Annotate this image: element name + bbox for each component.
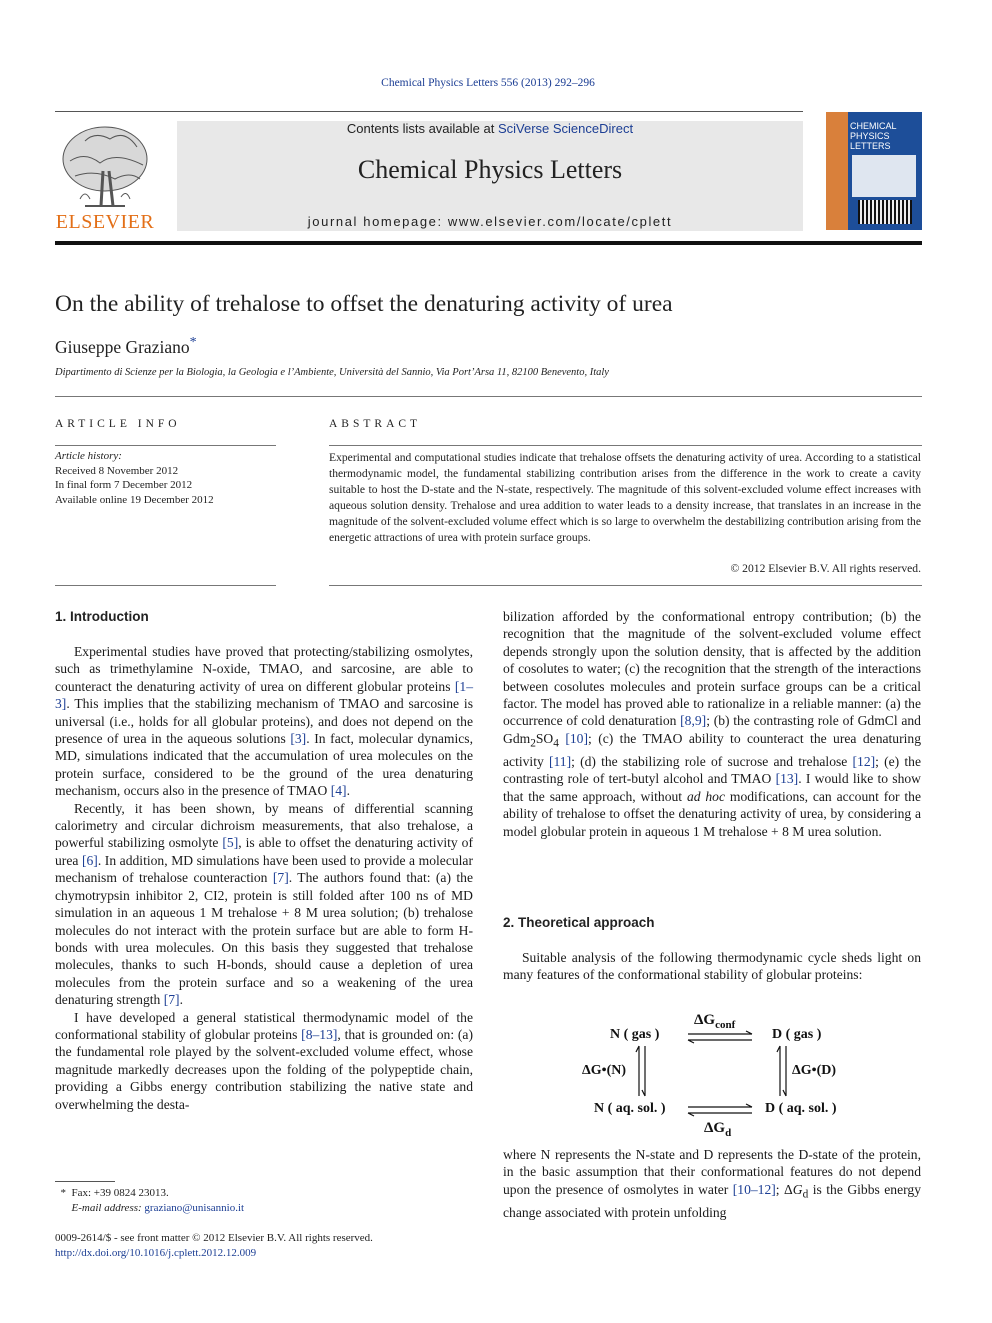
arrow-right-top bbox=[688, 1031, 752, 1034]
reference-link[interactable]: [3] bbox=[290, 731, 307, 747]
text-run: . I would like to show that the same approach, without bbox=[503, 771, 921, 804]
header-thick-rule bbox=[55, 241, 922, 245]
text-run: SO bbox=[535, 730, 554, 746]
text-run: ; (d) the stabilizing role of sucrose and trehalose bbox=[571, 753, 853, 769]
arrow-up-left bbox=[636, 1046, 639, 1096]
reference-link[interactable]: [5] bbox=[222, 835, 239, 851]
reference-link[interactable]: [7] bbox=[163, 992, 180, 1008]
issn-line: 0009-2614/$ - see front matter © 2012 Elsevier B.V. All rights reserved. bbox=[55, 1232, 373, 1244]
author-line bbox=[55, 335, 197, 358]
text-run: . bbox=[179, 992, 183, 1008]
abstract-text: Experimental and computational studies indicate that trehalose offsets the denaturing activity of urea. According to a statistical thermodynamic model, the fundamental stabilizing contribution arises from the difference in the work to create a cavity suitable to host the D-state and the N-state, respectively. The magnitude of this solvent-excluded volume effect increases with aqueous solution density. Trehalose and urea addition to water leads to a density increase, that translates in an increase in the magnitude of the solvent-excluded volume effect which is so large to overwhelm the destabilizing contribution arising from the energetic attractions of urea with protein surface groups. bbox=[329, 451, 921, 544]
issn-block bbox=[55, 1231, 373, 1260]
abstract-bottom-rule bbox=[329, 585, 922, 586]
text-run: , is able to offset the denaturing activity of urea bbox=[55, 835, 473, 868]
thermodynamic-cycle-diagram bbox=[560, 1004, 870, 1146]
cover-strip bbox=[826, 112, 848, 230]
cycle-right-label: ΔG•(D) bbox=[792, 1063, 837, 1078]
text-run: . bbox=[346, 783, 350, 799]
abstract-rule bbox=[329, 445, 922, 446]
text-run: ; (b) the contrasting role of GdmCl and Gdm bbox=[503, 713, 921, 746]
journal-homepage[interactable]: journal homepage: www.elsevier.com/locate/cplett bbox=[307, 214, 673, 229]
theory-paragraph-2 bbox=[503, 1146, 921, 1221]
cycle-conf-sub: conf bbox=[715, 1019, 736, 1031]
email-label: E-mail address: bbox=[71, 1202, 142, 1214]
text-run: bilization afforded by the conformational entropy contribution; (b) the recognition that the magnitude of the solvent-excluded volume effect depends strongly upon the solution density, that is affected by the addition of cosolutes to water; (c) the recognition that the strength of the interactions between cosolutes molecules and protein surface groups can be a critical factor. The model has proved able to rationalize in a reliable manner: (a) the occurrence of cold denaturation bbox=[503, 609, 921, 729]
sciencedirect-link[interactable]: SciVerse ScienceDirect bbox=[497, 121, 634, 136]
footnote-fax-line bbox=[55, 1186, 244, 1201]
cycle-left-label: ΔG•(N) bbox=[582, 1063, 627, 1078]
header-rule bbox=[55, 111, 803, 112]
section-heading-theoretical-approach: 2. Theoretical approach bbox=[503, 915, 655, 930]
reference-link[interactable]: [13] bbox=[775, 771, 799, 787]
email-link[interactable]: graziano@unisannio.it bbox=[144, 1202, 245, 1214]
author-name: Giuseppe Graziano bbox=[55, 336, 190, 357]
arrow-down-left bbox=[642, 1046, 645, 1096]
arrow-right-bottom bbox=[688, 1104, 752, 1107]
reference-link[interactable]: [11] bbox=[548, 753, 572, 769]
cycle-delta-g-d bbox=[704, 1120, 731, 1139]
italic-run: G bbox=[792, 1181, 803, 1197]
right-column-top bbox=[503, 608, 921, 840]
cycle-n-gas: N ( gas ) bbox=[610, 1027, 660, 1042]
cycle-d-gas: D ( gas ) bbox=[772, 1027, 822, 1042]
cover-barcode bbox=[858, 200, 912, 224]
journal-citation[interactable]: Chemical Physics Letters 556 (2013) 292–296 bbox=[381, 77, 595, 89]
cycle-delta-g-conf bbox=[694, 1012, 736, 1031]
theory-intro bbox=[503, 949, 921, 984]
history-label: Article history: bbox=[55, 450, 122, 462]
text-run: Recently, it has been shown, by means of differential scanning calorimetry and circular dichroism measurements, that also trehalose, a powerful stabilizing osmolyte bbox=[55, 800, 473, 851]
cover-title bbox=[850, 121, 897, 151]
abstract-copyright: © 2012 Elsevier B.V. All rights reserved. bbox=[730, 562, 921, 575]
contents-prefix: Contents lists available at bbox=[346, 121, 498, 136]
reference-link[interactable]: [8,9] bbox=[680, 713, 707, 729]
theory-continued bbox=[503, 1146, 921, 1221]
online-date: Available online 19 December 2012 bbox=[55, 493, 214, 506]
cycle-conf-main: ΔG bbox=[694, 1012, 716, 1028]
section-heading-introduction: 1. Introduction bbox=[55, 609, 149, 624]
article-history bbox=[55, 449, 214, 507]
affiliation: Dipartimento di Scienze per la Biologia, la Geologia e l’Ambiente, Università del Sannio, Via Port’Arsa 11, 82100 Benevento, Italy bbox=[55, 367, 609, 378]
text-run: . In addition, MD simulations have been used to provide a molecular mechanism of trehalose counteraction bbox=[55, 852, 473, 886]
paper-title: On the ability of trehalose to offset the denaturing activity of urea bbox=[55, 291, 673, 317]
text-run: is the Gibbs energy change associated with protein unfolding bbox=[503, 1181, 921, 1220]
cover-title-line: LETTERS bbox=[850, 141, 891, 151]
text-run: modifications, can account for the ability of trehalose to offset the denaturing activity of urea, by considering a model globular protein in aqueous 1 M trehalose + 8 M urea solution. bbox=[503, 788, 922, 839]
text-run: Experimental studies have proved that protecting/stabilizing osmolytes, such as trimethylamine N-oxide, TMAO, and sarcosine, are able to counteract the denaturing activity of urea on different globular proteins bbox=[55, 644, 473, 694]
reference-link[interactable]: [4] bbox=[330, 783, 347, 799]
text-run: . In fact, molecular dynamics, MD, simulations indicated that the accumulation of urea molecules on the protein surface, considered to be the ground of the urea denaturing mechanism, occurs also in the presence of TMAO bbox=[55, 731, 473, 799]
arrow-left-top bbox=[688, 1040, 752, 1043]
reference-link[interactable]: [10] bbox=[565, 730, 588, 746]
intro-paragraph-3-continued bbox=[503, 608, 921, 840]
cover-title-line: PHYSICS bbox=[850, 131, 890, 141]
footnote-fax: Fax: +39 0824 23013. bbox=[71, 1187, 169, 1199]
cover-title-line: CHEMICAL bbox=[850, 121, 897, 131]
arrow-left-bottom bbox=[688, 1113, 752, 1116]
author-footnote-mark[interactable]: * bbox=[189, 335, 197, 350]
left-column bbox=[55, 643, 473, 1113]
subscript: 2 bbox=[530, 737, 536, 750]
subscript: 4 bbox=[553, 737, 559, 750]
text-run: I have developed a general statistical thermodynamic model of the conformational stability of globular proteins bbox=[55, 1009, 473, 1042]
reference-link[interactable]: [7] bbox=[272, 870, 289, 886]
intro-paragraph-3 bbox=[55, 1009, 473, 1113]
reference-link[interactable]: [10–12] bbox=[732, 1181, 776, 1197]
arrow-down-right bbox=[783, 1046, 786, 1096]
footnote bbox=[55, 1186, 244, 1216]
final-form-date: In final form 7 December 2012 bbox=[55, 479, 193, 491]
cycle-d-main: ΔG bbox=[704, 1120, 726, 1136]
text-run: ; (e) the contrasting role of tert-butyl alcohol and TMAO bbox=[503, 753, 921, 787]
text-run: . This implies that the stabilizing mechanism of TMAO and sarcosine is universal (i.e., holds for all globular proteins), and does not depend on the presence of urea in the aqueous solutions bbox=[55, 696, 473, 747]
reference-link[interactable]: [6] bbox=[81, 852, 98, 868]
intro-paragraph-1 bbox=[55, 643, 473, 800]
journal-cover-image bbox=[826, 112, 922, 230]
text-run: ; (c) the TMAO ability to counteract the urea denaturing activity bbox=[503, 730, 921, 769]
text-run: ; Δ bbox=[775, 1181, 793, 1197]
footnote-rule bbox=[55, 1181, 115, 1182]
doi-link[interactable]: http://dx.doi.org/10.1016/j.cplett.2012.12.009 bbox=[55, 1246, 257, 1259]
text-run: , that is grounded on: (a) the fundamental role played by the solvent-excluded volume effect, whose magnitude markedly decreases upon the folding of the polypeptide chain, providing a Gibbs energy contribution stabilizing the native state and overwhelming the desta- bbox=[55, 1026, 473, 1112]
received-date: Received 8 November 2012 bbox=[55, 464, 179, 477]
text-run: where N represents the N-state and D represents the D-state of the protein, in the basic assumption that their conformational features do not depend upon the presence of osmolytes in water bbox=[503, 1147, 921, 1197]
reference-link[interactable]: [12] bbox=[852, 753, 876, 769]
reference-link[interactable]: [1–3] bbox=[55, 678, 473, 712]
journal-name: Chemical Physics Letters bbox=[357, 155, 623, 184]
arrow-up-right bbox=[777, 1046, 780, 1096]
intro-paragraph-2 bbox=[55, 800, 473, 1009]
footnote-email-line bbox=[55, 1201, 244, 1216]
article-info-rule bbox=[55, 445, 276, 446]
reference-link[interactable]: [8–13] bbox=[301, 1026, 338, 1042]
text-run: . The authors found that: (a) the chymotrypsin inhibitor 2, CI2, protein is still folded after 100 ns of MD simulation in an aqueous 1 M trehalose + 8 M urea solution; (b) trehalose molecules do not interact with the protein surface but are able to form H-bonds with urea molecules. On this basis they suggested that trehalose molecules, thanks to such H-bonds, should cause a depletion of urea molecules from the protein surface and so a weakening of the urea denaturing strength bbox=[55, 870, 473, 1008]
article-info-bottom-rule bbox=[55, 585, 276, 586]
italic-run: ad hoc bbox=[686, 788, 726, 804]
subscript: d bbox=[802, 1188, 809, 1201]
cycle-d-aq: D ( aq. sol. ) bbox=[765, 1101, 837, 1116]
article-info-heading: ARTICLE INFO bbox=[55, 418, 181, 430]
abstract-heading: ABSTRACT bbox=[329, 418, 422, 430]
cycle-n-aq: N ( aq. sol. ) bbox=[594, 1101, 666, 1116]
cover-figure bbox=[852, 155, 916, 197]
theory-paragraph-1: Suitable analysis of the following thermodynamic cycle sheds light on many features of the conformational stability of globular proteins: bbox=[503, 950, 921, 983]
footnote-mark: * bbox=[60, 1187, 66, 1199]
affiliation-rule bbox=[55, 396, 922, 397]
elsevier-wordmark: ELSEVIER bbox=[55, 211, 155, 233]
cycle-d-sub: d bbox=[725, 1127, 732, 1139]
contents-line bbox=[177, 121, 803, 136]
